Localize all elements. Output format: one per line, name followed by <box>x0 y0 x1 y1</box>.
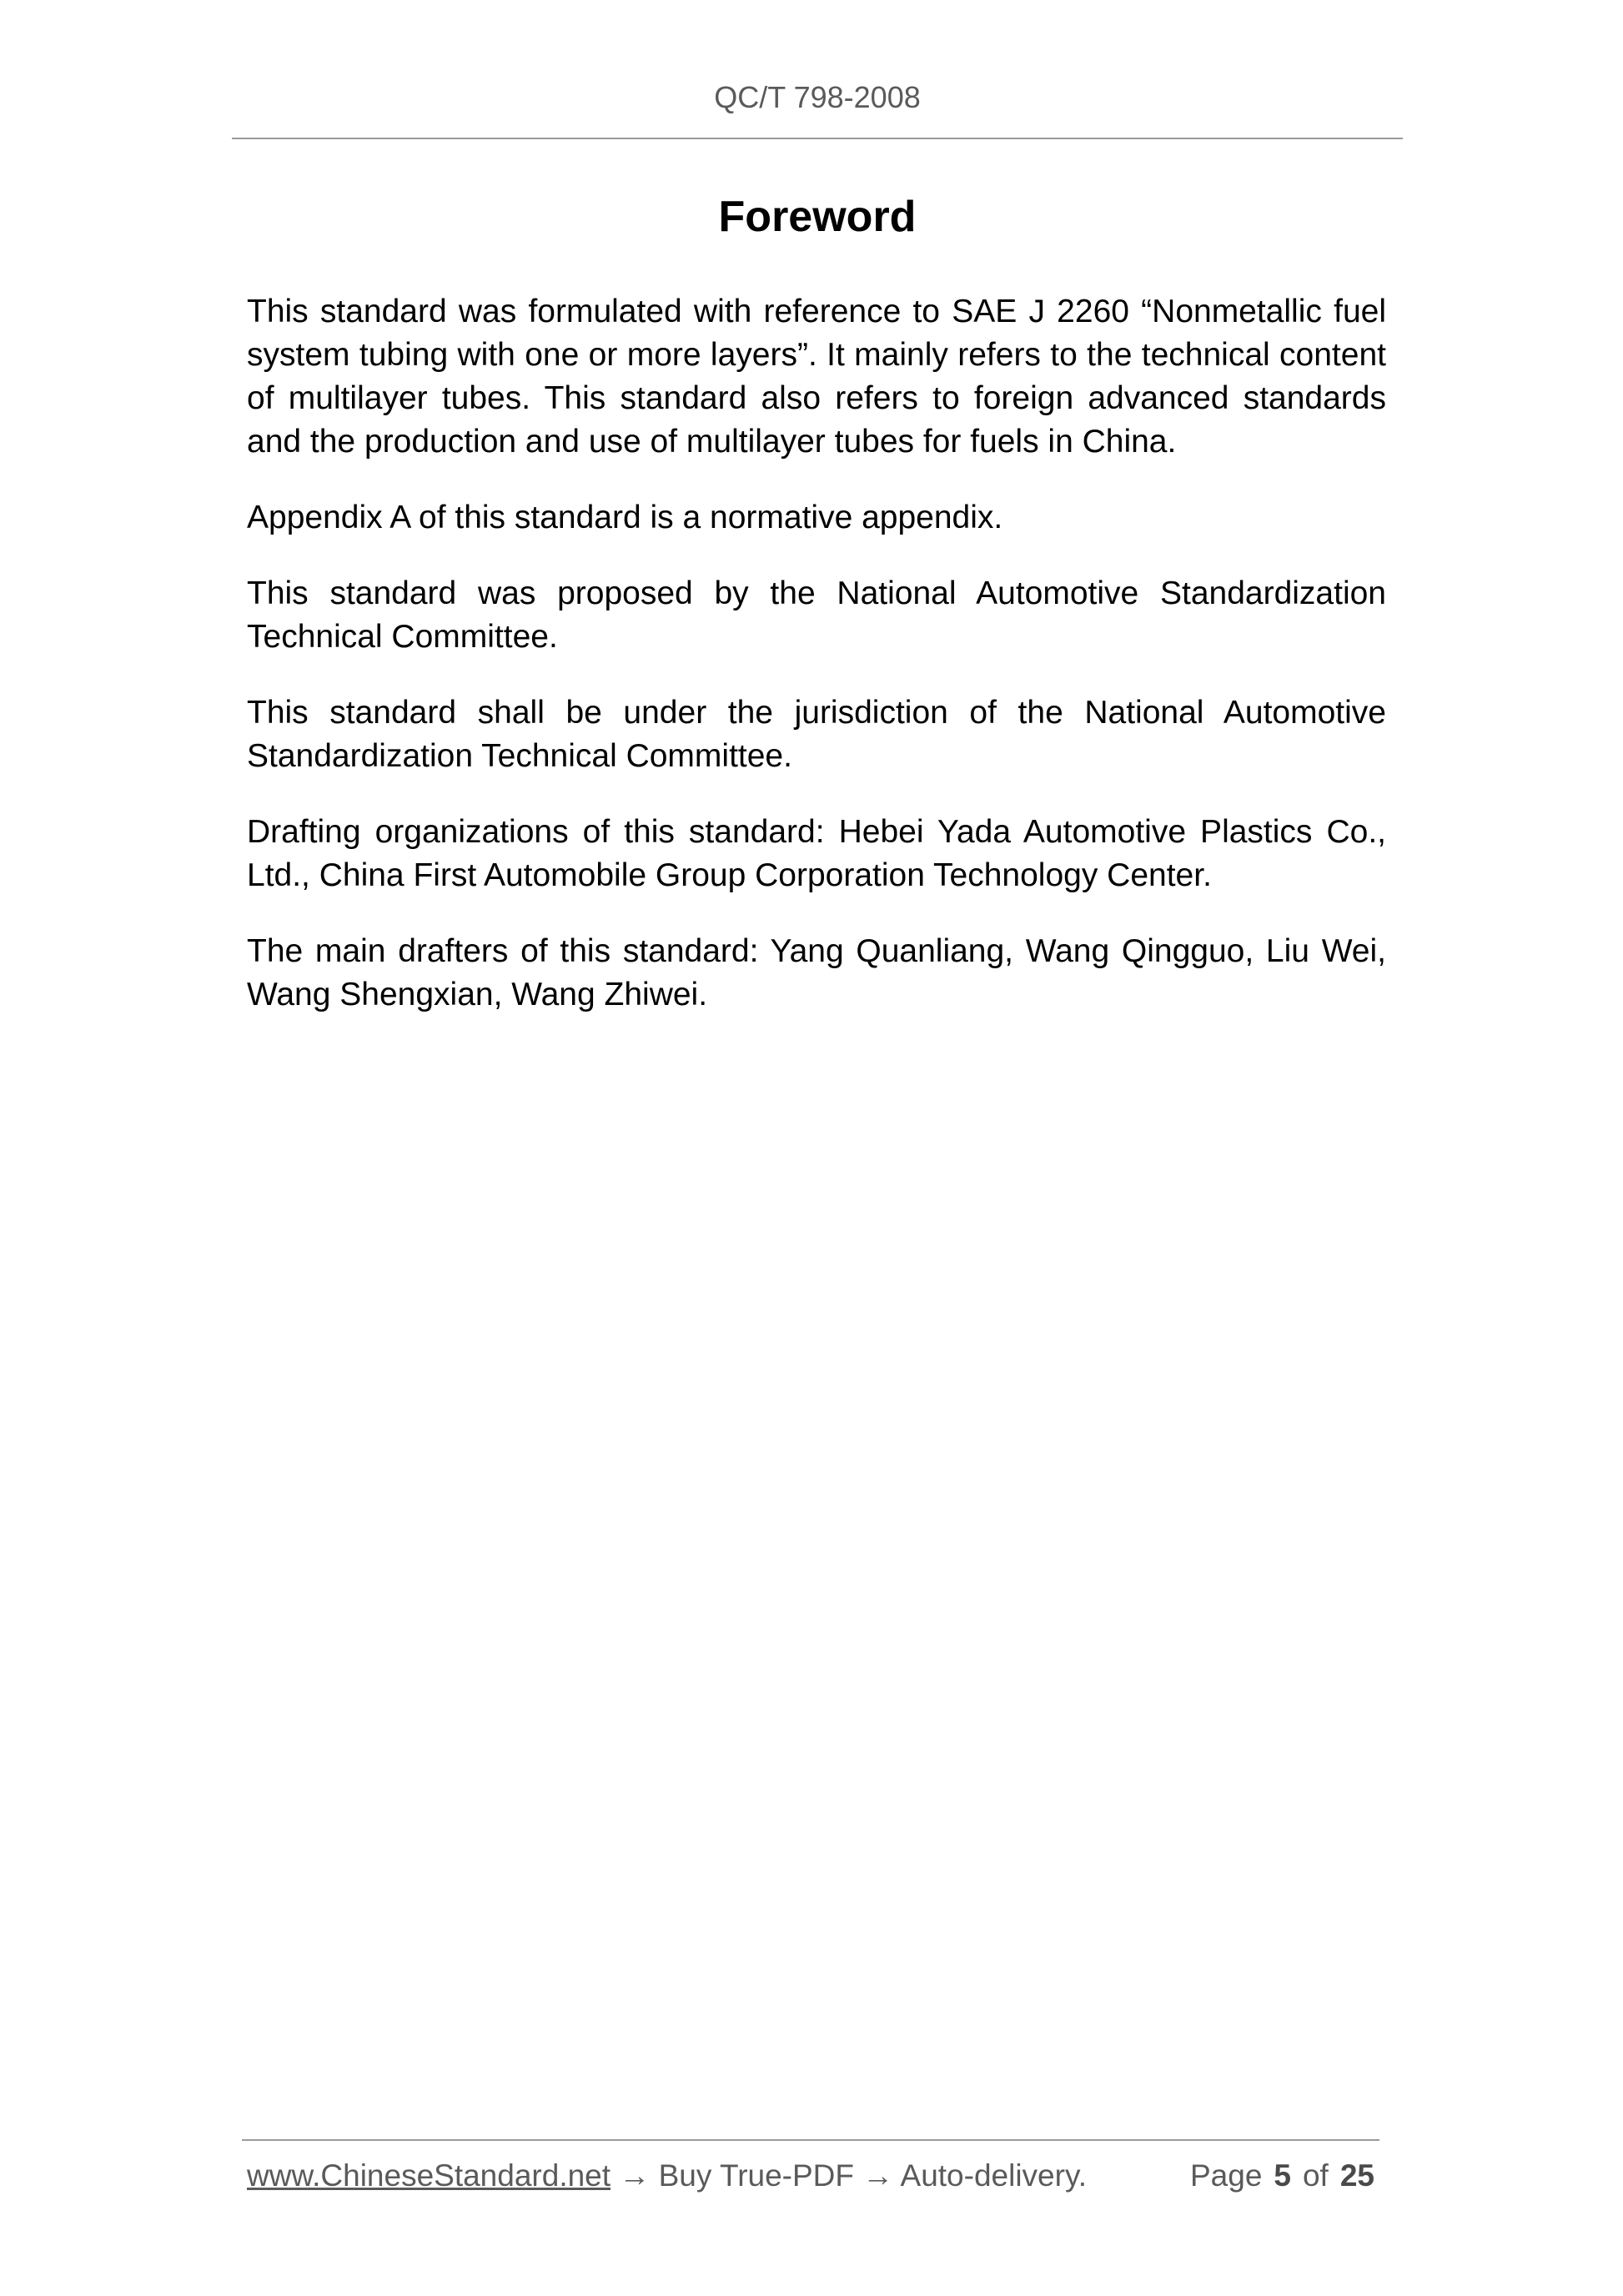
paragraph-reference-standard: This standard was formulated with reference to SAE J 2260 “Nonmetallic fuel system tubing with one or more layers”. It mainly refers to the technical content of multilayer tubes. This standard also refers to foreign advanced standards and the production and use of multilayer tubes for fuels in China. <box>247 294 1386 460</box>
header-divider <box>232 138 1403 139</box>
page-header-doc-id: QC/T 798-2008 <box>714 80 921 114</box>
paragraph-jurisdiction: This standard shall be under the jurisdiction of the National Automotive Standardization Technical Committee. <box>247 695 1386 774</box>
website-link[interactable]: www.ChineseStandard.net <box>247 2158 611 2193</box>
page-indicator <box>1190 2158 1374 2193</box>
foreword-body <box>247 290 1386 1049</box>
footer-promo <box>247 2158 1087 2193</box>
of-label: of <box>1302 2158 1329 2193</box>
paragraph-main-drafters: The main drafters of this standard: Yang Quanliang, Wang Qingguo, Liu Wei, Wang Shengxian, Wang Zhiwei. <box>247 933 1386 1012</box>
page-title: Foreword <box>718 193 917 241</box>
paragraph-proposed-by: This standard was proposed by the National Automotive Standardization Technical Committee. <box>247 575 1386 655</box>
page-number: 5 <box>1274 2158 1291 2193</box>
paragraph-drafting-organizations: Drafting organizations of this standard: Hebei Yada Automotive Plastics Co., Ltd., China First Automobile Group Corporation Technology Center. <box>247 814 1386 893</box>
page-total: 25 <box>1339 2158 1374 2193</box>
paragraph-appendix: Appendix A of this standard is a normative appendix. <box>247 500 1003 535</box>
footer-divider <box>242 2139 1379 2141</box>
page-label: Page <box>1189 2158 1263 2193</box>
footer-promo-text: → Buy True-PDF → Auto-delivery. <box>611 2158 1087 2193</box>
